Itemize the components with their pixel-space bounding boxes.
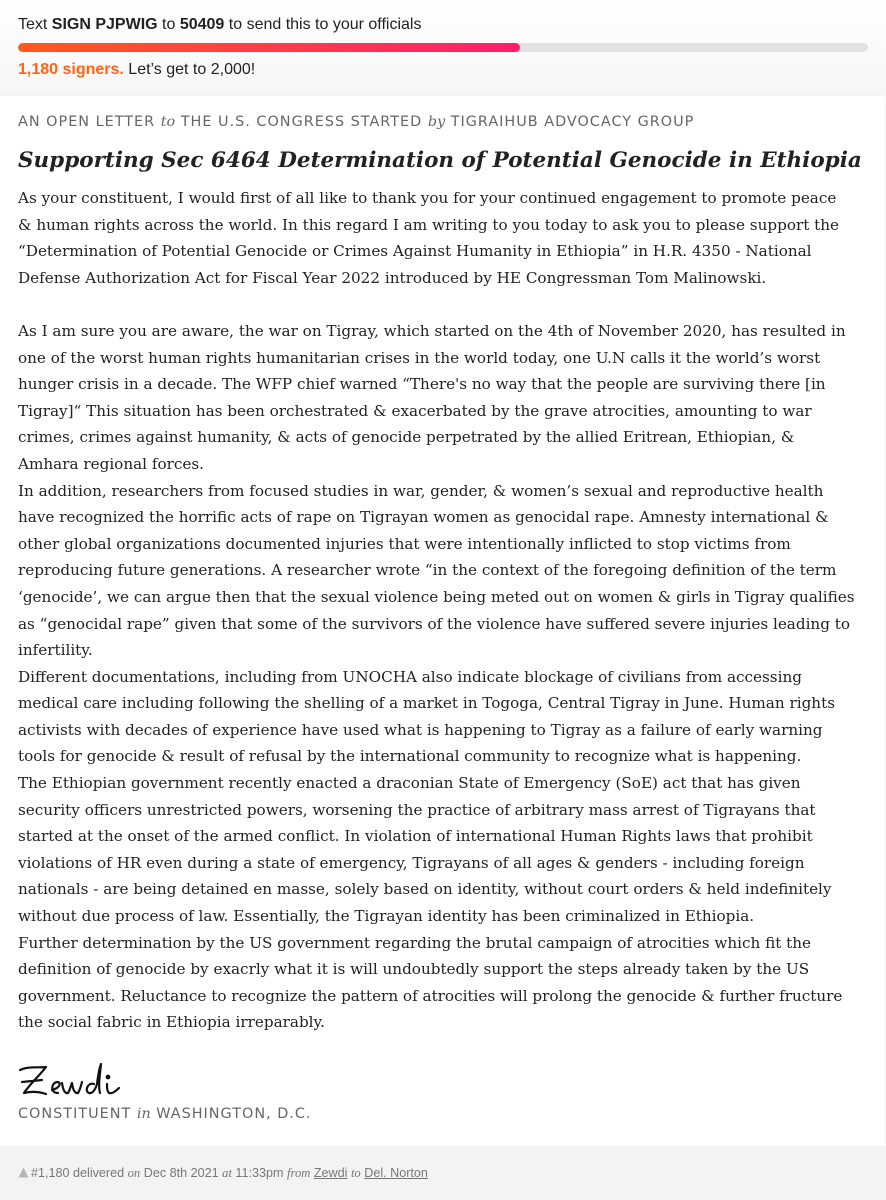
meta-to: to (160, 114, 176, 130)
letter-paragraph: As your constituent, I would first of all like to thank you for your continued engagement to promote peace & human rights across the world. In this regard I am writing to you today to ask you to please support the “Determination of Potential Genocide or Crimes Against Humanity in Ethiopia” in H.R. 4350 - National Defense Authorization Act for Fiscal Year 2022 introduced by HE Congressman Tom Malinowski. (18, 189, 840, 287)
sms-suffix: to send this to your officials (224, 16, 422, 33)
sms-to: to (157, 16, 180, 33)
letter-paragraph: Further determination by the US government regarding the brutal campaign of atrocities which fit the definition of genocide by exacrly what it is will undoubtedly support the steps already taken by the US government. Reluctance to recognize the pattern of atrocities will prolong the genocide & further fructure the social fabric in Ethiopia irreparably. (18, 933, 843, 1032)
signers-status (18, 61, 255, 79)
from-word: from (287, 1166, 311, 1180)
letter-body (18, 185, 873, 1036)
letter-paragraph: In addition, researchers from focused studies in war, gender, & women’s sexual and reproductive health have recognized the horrific acts of rape on Tigrayan women as genocidal rape. Amnesty international & other global organizations documented injuries that were intentionally inflicted to stop victims from reproducing future generations. A researcher wrote “in the context of the foregoing definition of the term ‘genocide’, we can argue then that the sexual violence being meted out on women & girls in Tigray qualifies as “genocidal rape” given that some of the survivors of the violence have suffered severe injuries leading to infertility. (18, 481, 855, 660)
letter-paragraph: The Ethiopian government recently enacted a draconian State of Emergency (SoE) act that has given security officers unrestricted powers, worsening the practice of arbitrary mass arrest of Tigrayans that started at the onset of the armed conflict. In violation of international Human Rights laws that prohibit violations of HR even during a state of emergency, Tigrayans of all ages & genders - including foreign nationals - are being detained en masse, solely based on identity, without court orders & held indefinitely without due process of law. Essentially, the Tigrayan identity has been criminalized in Ethiopia. (18, 774, 832, 926)
signers-count: 1,180 signers. (18, 61, 124, 78)
at-word: at (222, 1166, 232, 1180)
sms-number: 50409 (179, 16, 225, 33)
constituent-prefix: CONSTITUENT (18, 1106, 137, 1122)
recipient-link[interactable]: Del. Norton (364, 1166, 428, 1180)
letter-paragraph: As I am sure you are aware, the war on Tigray, which started on the 4th of November 2020, has resulted in one of the worst human rights humanitarian crises in the world today, one U.N calls it the world’s worst hunger crisis in a decade. The WFP chief warned “There's no way that the people are surviving there [in Tigray]“ This situation has been orchestrated & exacerbated by the grave atrocities, amounting to war crimes, crimes against humanity, & acts of genocide perpetrated by the allied Eritrean, Ethiopian, & Amhara regional forces. (18, 321, 846, 473)
to-word: to (350, 1166, 361, 1180)
meta-author: TIGRAIHUB ADVOCACY GROUP (445, 114, 695, 130)
sender-link[interactable]: Zewdi (313, 1166, 348, 1180)
handwritten-signature (16, 1060, 126, 1104)
signers-progress-bar (18, 43, 868, 52)
delivery-footer (0, 1146, 886, 1200)
sms-keyword: SIGN PJPWIG (51, 16, 158, 33)
pin-icon (18, 1167, 29, 1181)
letter-title: Supporting Sec 6464 Determination of Potential Genocide in Ethiopia (18, 148, 862, 173)
meta-prefix: AN OPEN LETTER (18, 114, 161, 130)
letter-paragraph: Different documentations, including from UNOCHA also indicate blockage of civilians from accessing medical care including following the shelling of a market in Togoga, Central Tigray in June. Human rights activists with decades of experience have used what is happening to Tigray as a failure of early warning tools for genocide & result of refusal by the international community to recognize what is happening. (18, 667, 835, 766)
delivery-time: 11:33pm (231, 1166, 288, 1180)
meta-by: by (427, 114, 446, 130)
meta-recipient: THE U.S. CONGRESS STARTED (175, 114, 428, 130)
signers-goal: Let’s get to 2,000! (123, 61, 256, 78)
constituent-location (18, 1106, 312, 1122)
letter-card (0, 96, 884, 1146)
constituent-place: WASHINGTON, D.C. (150, 1106, 312, 1122)
delivery-date: Dec 8th 2021 (140, 1166, 223, 1180)
sms-text-prefix: Text (18, 16, 52, 33)
delivered-count: #1,180 delivered (31, 1166, 128, 1180)
delivery-info (18, 1166, 428, 1181)
sms-instruction (18, 16, 421, 34)
letter-meta (18, 114, 694, 130)
sign-banner (0, 0, 886, 96)
on-word: on (127, 1166, 141, 1180)
constituent-in: in (136, 1106, 151, 1122)
signers-progress-fill (18, 43, 520, 52)
